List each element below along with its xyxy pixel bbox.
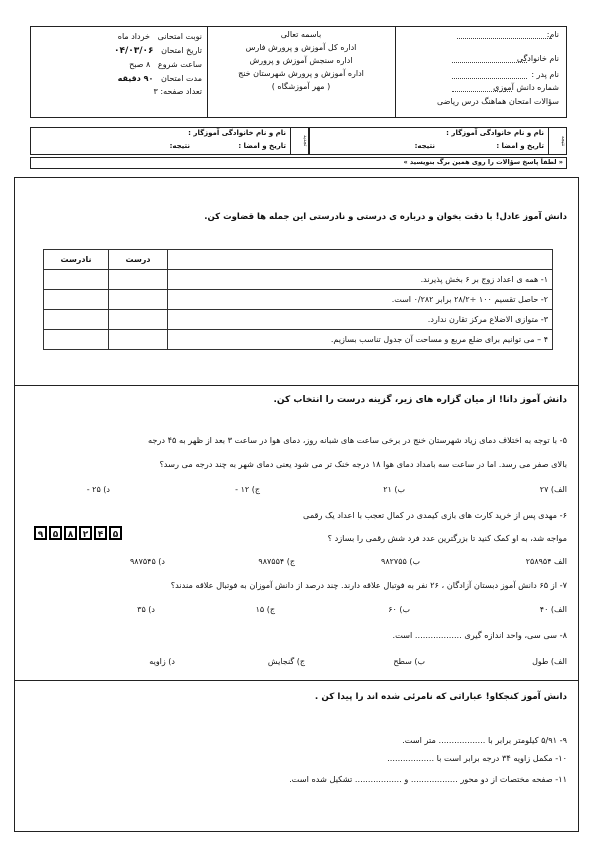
tf-statement: ۲- حاصل تقسیم ۱۰۰ ÷۲۸/۲ برابر ۰/۲۸۲ است. xyxy=(168,290,553,310)
tf-col-false: نادرست xyxy=(44,250,109,270)
tf-true-cell[interactable] xyxy=(109,290,168,310)
q5-option-c[interactable]: ج) ۱۲ - xyxy=(235,485,260,494)
q6-option-d[interactable]: د) ۹۸۷۵۴۵ xyxy=(129,557,165,566)
seat-field[interactable] xyxy=(452,91,512,92)
q5-line-2: بالای صفر می رسد. اما در ساعت سه بامداد دمای هوا ۱۸ درجه خنک تر می شود یعنی دمای شهر به چند درجه می رسد؟ xyxy=(159,459,567,469)
name-field[interactable] xyxy=(457,38,552,39)
q8-line: ۸- سی سی، واحد اندازه گیری .................. است. xyxy=(392,630,567,640)
pages-label: تعداد صفحه: ۳ xyxy=(153,87,202,96)
tf-header-row xyxy=(44,250,553,270)
teacher-label-right: نام و نام خانوادگی آموزگار : xyxy=(446,129,544,137)
family-label: نام خانوادگی xyxy=(516,54,559,63)
digit-card: ۵ xyxy=(109,526,122,540)
result-label-right: نتیجه: xyxy=(414,142,435,150)
tf-table xyxy=(43,249,553,350)
start-label: ساعت شروع xyxy=(157,60,202,69)
father-field[interactable] xyxy=(452,78,527,79)
digit-card: ۴ xyxy=(94,526,107,540)
q7-option-b[interactable]: ب) ۶۰ xyxy=(388,605,410,614)
tf-statement: ۴ – می توانیم برای ضلع مربع و مساحت آن جدول تناسب بسازیم. xyxy=(168,330,553,350)
section3-title: دانش آموز کنجکاو! عباراتی که نامرئی شده اند را پیدا کن . xyxy=(314,692,567,702)
header-center xyxy=(208,28,394,93)
session-value: خرداد ماه xyxy=(117,32,150,41)
grading-tag-left: تجدید xyxy=(290,127,309,155)
q7-option-a[interactable]: الف) ۴۰ xyxy=(539,605,567,614)
result-label-left: نتیجه: xyxy=(169,142,190,150)
q5-line-1: ۵- با توجه به اختلاف دمای زیاد شهرستان خنج در برخی ساعت های شبانه روز، دمای هوا در ساعت ۳ بعد از ظهر به ۴۵ درجه xyxy=(147,435,567,445)
duration-value: ۹۰ دقیقه xyxy=(117,73,154,83)
q8-option-b[interactable]: ب) سطح xyxy=(393,657,425,666)
q6-option-c[interactable]: ج) ۹۸۷۵۵۴ xyxy=(258,557,295,566)
duration-label: مدت امتحان xyxy=(161,73,202,83)
tf-false-cell[interactable] xyxy=(44,330,109,350)
q5-option-a[interactable]: الف) ۲۷ xyxy=(539,485,567,494)
section2-title: دانش آموز دانا! از میان گزاره های زیر، گزینه درست را انتخاب کن. xyxy=(273,395,567,405)
tf-table-wrap xyxy=(43,249,553,350)
name-label: نام: xyxy=(546,30,559,39)
q11-line[interactable]: ۱۱- صفحه مختصات از دو محور .................. و .................. تشکیل شده است. xyxy=(289,774,567,784)
session-label: نوبت امتحانی xyxy=(157,32,202,41)
tf-false-cell[interactable] xyxy=(44,310,109,330)
digit-card: ۸ xyxy=(64,526,77,540)
dept-3: اداره آموزش و پرورش شهرستان خنج xyxy=(238,69,364,78)
q5-option-b[interactable]: ب) ۲۱ xyxy=(383,485,405,494)
tf-statement: ۳- متوازی الاضلاع مرکز تقارن ندارد. xyxy=(168,310,553,330)
section-divider-1 xyxy=(14,385,579,386)
digit-card: ۵ xyxy=(49,526,62,540)
notice: « لطفاً پاسخ سؤالات را روی همین برگ بنویسید » xyxy=(403,158,563,166)
digit-card: ۲ xyxy=(79,526,92,540)
q6-line-2: مواجه شد، به او کمک کنید تا بزرگترین عدد فرد شش رقمی را بسازد ؟ xyxy=(327,533,567,543)
tf-false-cell[interactable] xyxy=(44,270,109,290)
tf-true-cell[interactable] xyxy=(109,270,168,290)
table-row xyxy=(44,290,553,310)
date-label: تاریخ امتحان xyxy=(161,45,202,55)
dept-2: اداره سنجش آموزش و پرورش xyxy=(249,56,353,65)
q6-option-b[interactable]: ب) ۹۸۲۷۵۵ xyxy=(381,557,420,566)
tf-statement: ۱- همه ی اعداد زوج بر ۶ بخش پذیرند. xyxy=(168,270,553,290)
exam-title: سؤالات امتحان هماهنگ درس ریاضی xyxy=(437,97,559,106)
sign-label-left: تاریخ و امضا : xyxy=(238,142,286,150)
grading-divider xyxy=(309,127,310,155)
q8-option-d[interactable]: د) زاویه xyxy=(149,657,175,666)
family-field[interactable] xyxy=(452,62,527,63)
section-divider-2 xyxy=(14,680,579,681)
sign-label-right: تاریخ و امضا : xyxy=(496,142,544,150)
q8-option-c[interactable]: ج) گنجایش xyxy=(267,657,305,666)
q8-option-a[interactable]: الف) طول xyxy=(532,657,567,666)
q6-digit-cards xyxy=(32,526,122,540)
section1-title: دانش آموز عادل! با دقت بخوان و درباره ی درستی و نادرستی این جمله ها قضاوت کن. xyxy=(204,212,567,222)
q5-option-d[interactable]: د) ۲۵ - xyxy=(86,485,110,494)
tf-col-true: درست xyxy=(109,250,168,270)
table-row xyxy=(44,270,553,290)
teacher-label-left: نام و نام خانوادگی آموزگار : xyxy=(188,129,286,137)
tf-header-statement xyxy=(168,250,553,270)
tf-false-cell[interactable] xyxy=(44,290,109,310)
q10-line[interactable]: ۱۰- مکمل زاویه ۳۴ درجه برابر است با .................. xyxy=(387,753,567,763)
digit-card: ۹ xyxy=(34,526,47,540)
dept-1: اداره کل آموزش و پرورش فارس xyxy=(245,43,357,52)
header-divider-right xyxy=(395,26,396,118)
date-value: ۰۴/۰۳/۰۶ xyxy=(113,45,154,56)
start-value: ۸ صبح xyxy=(129,60,151,69)
table-row xyxy=(44,330,553,350)
seat-label: شماره دانش آموزی xyxy=(493,83,559,92)
q6-option-a[interactable]: الف ۲۵۸۹۵۴ xyxy=(525,557,567,566)
school-seal: ( مهر آموزشگاه ) xyxy=(271,82,331,91)
grading-tag-right: نتیجه xyxy=(548,127,567,155)
tf-true-cell[interactable] xyxy=(109,330,168,350)
q6-line-1: ۶- مهدی پس از خرید کارت های بازی کیمدی در کمال تعجب با اعداد یک رقمی xyxy=(303,510,567,520)
tf-true-cell[interactable] xyxy=(109,310,168,330)
q7-option-c[interactable]: ج) ۱۵ xyxy=(255,605,275,614)
q7-option-d[interactable]: د) ۳۵ xyxy=(137,605,155,614)
header-left xyxy=(62,30,202,99)
bismillah: باسمه تعالی xyxy=(280,30,322,39)
q9-line[interactable]: ۹- ۵/۹۱ کیلومتر برابر با .................. متر است. xyxy=(402,735,567,745)
table-row xyxy=(44,310,553,330)
father-label: نام پدر : xyxy=(531,70,559,79)
q7-line: ۷- از ۶۵ دانش آموز دبستان آزادگان ، ۲۶ نفر به فوتبال علاقه دارند. چند درصد از دانش آموزان به فوتبال علاقه مندند؟ xyxy=(170,580,567,590)
